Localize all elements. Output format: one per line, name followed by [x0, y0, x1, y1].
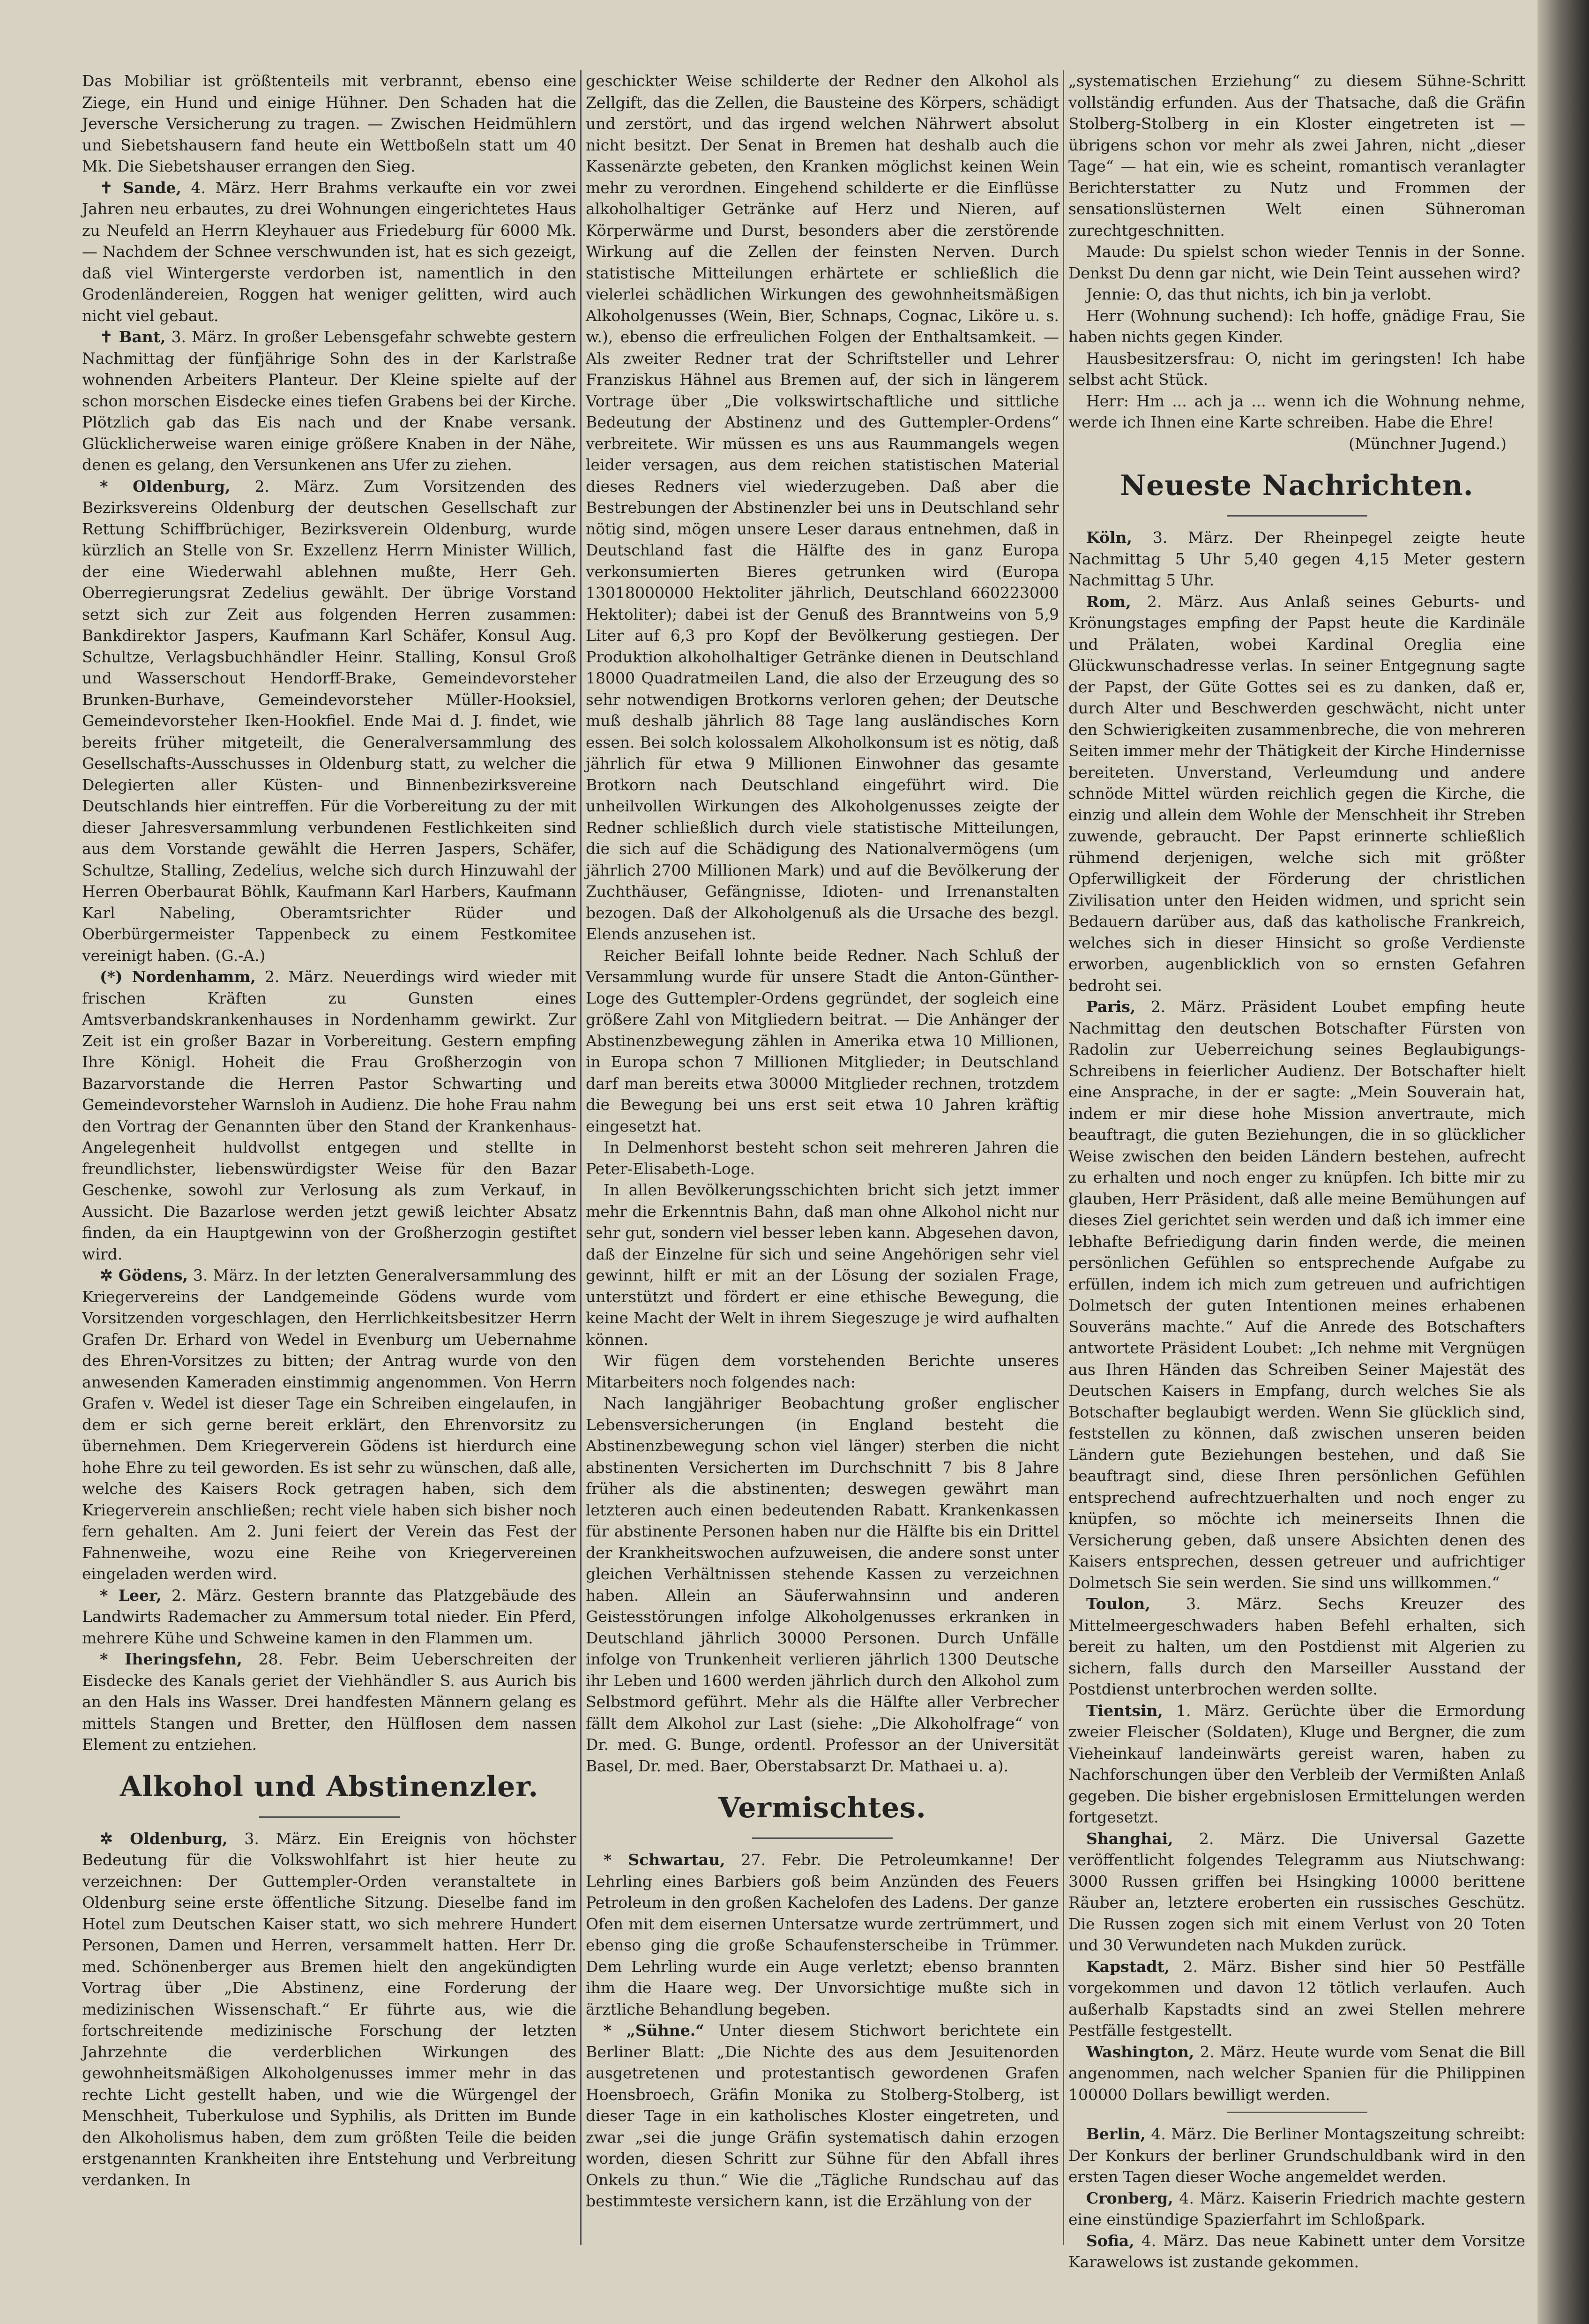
paragraph-text: 2. März. Die Universal Gazette veröffentlicht folgendes Telegramm aus Niutschwang: 3000 Russen griffen bei Hsingking 10000 berittene Räuber an, letztere eroberten ein russisches Geschütz. Die Russen zogen sich mit einem Verlust von 20 Toten und 30 Verwundeten nach Mukden zurück. — [1068, 1829, 1525, 1954]
section-heading: Alkohol und Abstinenzler. — [119, 1770, 539, 1803]
heading-rule — [1227, 515, 1367, 517]
dateline-place: * Schwartau, — [604, 1851, 725, 1869]
page-binding-edge — [1537, 0, 1589, 2324]
dateline-place: Tientsin, — [1086, 1701, 1163, 1720]
paragraph-text: 2. März. Aus Anlaß seines Geburts- und Krönungstages empfing der Papst heute die Kardinäle und Prälaten, wobei Kardinal Oreglia eine Glückwunschadresse verlas. In seiner Entgegnung sagte der Papst, der Güte Gottes sei es zu danken, daß er, durch Alter und Beschwerden geschwächt, nicht unter den Schwierigkeiten zusammenbreche, die von mehreren Seiten immer mehr der Thätigkeit der Kirche Hindernisse bereiteten. Unverstand, Verleumdung und andere schnöde Mittel würden reichlich gegen die Kirche, die einzig und allein dem Wohle der Menschheit ihr Streben zuwende, gebraucht. Der Papst erinnerte schließlich rühmend derjenigen, welche sich mit größter Opferwilligkeit der Förderung der christlichen Zivilisation unter den Heiden widmen, und spricht sein Bedauern darüber aus, daß das katholische Frankreich, welches sich in dieser Hinsicht so große Verdienste erworben, augenblicklich von so ernsten Gefahren bedroht sei. — [1068, 592, 1525, 995]
paragraph-text: 4. März. Kaiserin Friedrich machte gestern eine einstündige Spazierfahrt im Schloßpark. — [1068, 2189, 1525, 2228]
column-2 — [586, 70, 1059, 2236]
article-paragraph — [586, 1393, 1059, 1777]
paragraph-text: Herr (Wohnung suchend): Ich hoffe, gnädige Frau, Sie haben nichts gegen Kinder. — [1068, 306, 1525, 346]
article-paragraph — [1068, 591, 1525, 997]
paragraph-text: In allen Bevölkerungsschichten bricht sich jetzt immer mehr die Erkenntnis Bahn, daß man ohne Alkohol nicht nur sehr gut, sondern viel besser leben kann. Abgesehen davon, daß der Einzelne für sich und seine Angehörigen sehr viel gewinnt, hilft er mit an der Lösung der sozialen Frage, unterstützt und fördert er eine ethische Bewegung, die keine Macht der Welt in ihrem Siegeszuge je wird aufhalten können. — [586, 1181, 1059, 1349]
article-paragraph — [586, 1350, 1059, 1393]
dateline-place: * Leer, — [100, 1586, 162, 1604]
article-paragraph — [586, 1849, 1059, 2020]
paragraph-text: 2. März. Präsident Loubet empfing heute Nachmittag den deutschen Botschafter Fürsten von Radolin zur Ueberreichung seines Beglaubigungs-Schreibens in feierlicher Audienz. Der Botschafter hielt eine Ansprache, in der er sagte: „Mein Souverain hat, indem er mir diese hohe Mission anvertraute, mich beauftragt, die guten Beziehungen, die in so glücklicher Weise zwischen den beiden Ländern bestehen, aufrecht zu erhalten und noch enger zu knüpfen. Ich bitte mir zu glauben, Herr Präsident, daß alle meine Bemühungen auf dieses Ziel gerichtet sein werden und daß ich immer eine lebhafte Befriedigung darin finden werde, die meinen persönlichen Gefühlen so entsprechende Aufgabe zu erfüllen, indem ich mich zum getreuen und aufrichtigen Dolmetsch der guten Intentionen meines erhabenen Souveräns machte.“ Auf die Anrede des Botschafters antwortete Präsident Loubet: „Ich nehme mit Vergnügen aus Ihren Händen das Schreiben Seiner Majestät des Deutschen Kaisers in Empfang, durch welches Sie als Botschafter beglaubigt werden. Wenn Sie glücklich sind, feststellen zu können, daß zwischen unseren beiden Ländern gute Beziehungen bestehen, und daß Sie beauftragt sind, diese Ihren persönlichen Gefühlen entsprechend aufrechtzuerhalten und noch enger zu knüpfen, so möchte ich meinerseits Ihnen die Versicherung geben, daß unsere Absichten denen des Kaisers entsprechen, dessen getreuer und aufrichtiger Dolmetsch Sie sein werden. Sie sind uns willkommen.“ — [1068, 997, 1525, 1592]
paragraph-text: 2. März. Bisher sind hier 50 Pestfälle vorgekommen und davon 12 tötlich verlaufen. Auch außerhalb Kapstadts sind an zwei Stellen mehrere Pestfälle festgestellt. — [1068, 1957, 1525, 2039]
column-3 — [1068, 70, 1525, 2271]
article-paragraph — [82, 326, 576, 476]
paragraph-text: Unter diesem Stichwort berichtete ein Berliner Blatt: „Die Nichte des aus dem Jesuitenorden ausgetretenen und protestantisch gewordenen Grafen Hoensbroech, Gräfin Monika zu Stolberg-Stolberg, ist dieser Tage in ein katholisches Kloster eingetreten, und zwar „sei die junge Gräfin systematisch dahin erzogen worden, diesen Schritt zur Sühne für den Abfall ihres Onkels zu thun.“ Wie die „Tägliche Rundschau auf das bestimmteste versichern kann, ist die Erzählung von der — [586, 2021, 1059, 2210]
paragraph-text: In Delmenhorst besteht schon seit mehreren Jahren die Peter-Elisabeth-Loge. — [586, 1138, 1059, 1178]
article-paragraph — [1068, 2041, 1525, 2106]
dateline-place: Sofia, — [1086, 2231, 1134, 2250]
dateline-place: Toulon, — [1086, 1595, 1150, 1613]
heading-rule — [752, 1837, 893, 1839]
paragraph-text: 3. März. Der Rheinpegel zeigte heute Nachmittag 5 Uhr 5,40 gegen 4,15 Meter gestern Nachmittag 5 Uhr. — [1068, 528, 1525, 589]
article-paragraph — [82, 1649, 576, 1755]
paragraph-text: 2. März. Gestern brannte das Platzgebäude des Landwirts Rademacher zu Ammersum total nieder. Ein Pferd, mehrere Kühe und Schweine kamen in den Flammen um. — [82, 1586, 576, 1647]
article-paragraph — [1068, 2123, 1525, 2188]
separator-rule — [1227, 2112, 1367, 2113]
source-attribution: (Münchner Jugend.) — [1349, 434, 1507, 453]
article-paragraph — [82, 1265, 576, 1585]
dateline-place: Paris, — [1086, 997, 1136, 1016]
article-paragraph — [82, 177, 576, 327]
dateline-place: * Iheringsfehn, — [100, 1650, 242, 1668]
paragraph-text: Wir fügen dem vorstehenden Berichte unseres Mitarbeiters noch folgendes nach: — [586, 1351, 1059, 1391]
article-paragraph — [82, 966, 576, 1265]
paragraph-text: 2. März. Neuerdings wird wieder mit frischen Kräften zu Gunsten eines Amtsverbandskrankenhauses in Nordenhamm gewirkt. Zur Zeit ist ein großer Bazar in Vorbereitung. Gestern empfing Ihre Königl. Hoheit die Frau Großherzogin von Bazarvorstande die Herren Pastor Schwarting und Gemeindevorsteher Warnsloh in Audienz. Die hohe Frau nahm den Vortrag der Genannten über den Stand der Krankenhaus-Angelegenheit huldvollst entgegen und stellte in freundlichster, liebenswürdigster Weise für den Bazar Geschenke, sowohl zur Verlosung als zum Verkauf, in Aussicht. Die Bazarlose werden jetzt gewiß leichter Absatz finden, da ein Hauptgewinn von der Großherzogin gestiftet wird. — [82, 967, 577, 1263]
paragraph-text: Reicher Beifall lohnte beide Redner. Nach Schluß der Versammlung wurde für unsere Stadt die Anton-Günther-Loge des Guttempler-Ordens gegründet, der sogleich eine größere Zahl von Mitgliedern beitrat. — Die Anhänger der Abstinenzbewegung zählen in Amerika etwa 10 Millionen, in Europa schon 7 Millionen Mitglieder; in Deutschland darf man bereits etwa 30000 Mitglieder rechnen, trotzdem die Bewegung bei uns erst seit etwa 10 Jahren kräftig eingesetzt hat. — [586, 946, 1059, 1135]
paragraph-text: 2. März. Zum Vorsitzenden des Bezirksvereins Oldenburg der deutschen Gesellschaft zur Rettung Schiffbrüchiger, Bezirksverein Oldenburg, wurde kürzlich an Stelle von Sr. Exzellenz Herrn Minister Willich, der eine Wiederwahl ablehnen mußte, Herr Geh. Oberregierungsrat Zedelius gewählt. Der übrige Vorstand setzt sich zur Zeit aus folgenden Herren zusammen: Bankdirektor Jaspers, Kaufmann Karl Schäfer, Konsul Aug. Schultze, Verlagsbuchhändler Heinr. Stalling, Konsul Groß und Wasserschout Hendorff-Brake, Gemeindevorsteher Brunken-Burhave, Gemeindevorsteher Müller-Hooksiel, Gemeindevorsteher Iken-Hookfiel. Ende Mai d. J. findet, wie bereits früher mitgeteilt, die Generalversammlung des Gesellschafts-Ausschusses in Oldenburg statt, zu welcher die Delegierten aller Küsten- und Binnenbezirksvereine Deutschlands hier eintreffen. Für die Vorbereitung zu der mit dieser Jahresversammlung verbundenen Festlichkeiten sind aus dem Vorstande gewählt die Herren Jaspers, Schäfer, Schultze, Stalling, Zedelius, welche sich durch Hinzuwahl der Herren Oberbaurat Böhlk, Kaufmann Karl Harbers, Kaufmann Karl Nabeling, Oberamtsrichter Rüder und Oberbürgermeister Tappenbeck zu einem Festkomitee vereinigt haben. (G.-A.) — [82, 477, 576, 965]
column-1 — [82, 70, 576, 2236]
article-paragraph — [586, 1137, 1059, 1179]
article-paragraph — [1068, 390, 1525, 433]
article-paragraph — [1068, 2188, 1525, 2230]
paragraph-text: geschickter Weise schilderte der Redner den Alkohol als Zellgift, das die Zellen, die Bausteine des Körpers, schädigt und zerstört, und das irgend welchen Nährwert absolut nicht besitzt. Der Senat in Bremen hat deshalb auch die Kassenärzte gebeten, den Kranken möglichst keinen Wein mehr zu verordnen. Eingehend schilderte er die Einflüsse alkoholhaltiger Getränke auf Herz und Nieren, auf Körperwärme und Durst, besonders aber die zerstörende Wirkung auf die Zellen der feinsten Nerven. Durch statistische Mitteilungen erhärtete er schließlich die vielerlei schädlichen Wirkungen des gewohnheitsmäßigen Alkoholgenusses (Wein, Bier, Schnaps, Cognac, Liköre u. s. w.), ebenso die erfreulichen Folgen der Enthaltsamkeit. — Als zweiter Redner trat der Schriftsteller und Lehrer Franziskus Hähnel aus Bremen auf, der sich in längerem Vortrage über „Die volkswirtschaftliche und sittliche Bedeutung der Abstinenz und des Guttempler-Ordens“ verbreitete. Wir müssen es uns aus Raummangels wegen leider versagen, aus dem reichen statistischen Material dieses Redners viel wiederzugeben. Daß aber die Bestrebungen der Abstinenzler bei uns in Deutschland sehr nötig sind, mögen unsere Leser daraus entnehmen, daß in Deutschland fast die Hälfte des in ganz Europa verkonsumierten Bieres getrunken wird (Europa 13018000000 Hektoliter jährlich, Deutschland 660223000 Hektoliter); dabei ist der Genuß des Branntweins von 5,9 Liter auf 6,3 pro Kopf der Bevölkerung gestiegen. Der Produktion alkoholhaltiger Getränke dienen in Deutschland 18000 Quadratmeilen Land, die also der Erzeugung des so sehr notwendigen Brotkorns verloren gehen; der Deutsche muß deshalb jährlich 88 Tage lang ausländisches Korn essen. Bei solch kolossalem Alkoholkonsum ist es nötig, daß jährlich für etwa 9 Millionen Einwohner das gesamte Brotkorn nach Deutschland eingeführt wird. Die unheilvollen Wirkungen des Alkoholgenusses zeigte der Redner schließlich durch viele statistische Mitteilungen, die sich auf die Schädigung des Nationalvermögens (um jährlich 2700 Millionen Mark) und auf die Bevölkerung der Zuchthäuser, Gefängnisse, Idioten- und Irrenanstalten bezogen. Daß der Alkoholgenuß als die Ursache des bezgl. Elends anzusehen ist. — [586, 72, 1059, 943]
paragraph-text: Das Mobiliar ist größtenteils mit verbrannt, ebenso eine Ziege, ein Hund und einige Hühner. Den Schaden hat die Jeversche Versicherung zu tragen. — Zwischen Heidmühlern und Siebetshausern fand heute ein Wettboßeln statt um 40 Mk. Die Siebetshauser errangen den Sieg. — [82, 72, 576, 175]
paragraph-text: 4. März. Die Berliner Montagszeitung schreibt: Der Konkurs der berliner Grundschuldbank wird in den ersten Tagen dieser Woche angemeldet werden. — [1068, 2125, 1525, 2186]
article-paragraph — [1068, 527, 1525, 591]
article-paragraph — [1068, 996, 1525, 1593]
heading-rule — [259, 1816, 400, 1818]
dateline-place: Kapstadt, — [1086, 1957, 1170, 1976]
article-paragraph — [1068, 1593, 1525, 1700]
article-paragraph — [82, 476, 576, 967]
paragraph-text: 2. März. Heute wurde vom Senat die Bill angenommen, nach welcher Spanien für die Philippinen 100000 Dollars bewilligt werden. — [1068, 2042, 1525, 2104]
paragraph-text: Nach langjähriger Beobachtung großer englischer Lebensversicherungen (in England besteht die Abstinenzbewegung schon viel länger) sterben die nicht abstinenten Versicherten im Durchschnitt 7 bis 8 Jahre früher als die abstinenten; deswegen gewährt man letzteren auch einen bedeutenden Rabatt. Krankenkassen für abstinente Personen haben nur die Hälfte bis ein Drittel der Krankheitswochen aufzuweisen, die andere sonst unter gleichen Verhältnissen stehende Kassen zu verzeichnen haben. Allein an Säuferwahnsinn und anderen Geistesstörungen infolge Alkoholgenusses erkranken in Deutschland jährlich 30000 Personen. Durch Unfälle infolge von Trunkenheit verlieren jährlich 1300 Deutsche ihr Leben und 1600 werden jährlich durch den Alkohol zum Selbstmord geführt. Mehr als die Hälfte aller Verbrecher fällt dem Alkohol zur Last (siehe: „Die Alkoholfrage“ von Dr. med. G. Bunge, ordentl. Professor an der Universität Basel, Dr. med. Baer, Oberstabsarzt Dr. Mathaei u. a). — [586, 1394, 1059, 1775]
section-heading: Neueste Nachrichten. — [1120, 469, 1474, 502]
paragraph-text: Hausbesitzersfrau: O, nicht im geringsten! Ich habe selbst acht Stück. — [1068, 349, 1525, 389]
paragraph-text: Jennie: O, das thut nichts, ich bin ja verlobt. — [1086, 285, 1432, 303]
article-paragraph — [586, 2020, 1059, 2212]
article-paragraph — [1068, 1956, 1525, 2041]
dateline-place: Berlin, — [1086, 2125, 1146, 2143]
article-paragraph — [82, 70, 576, 177]
article-paragraph — [1068, 241, 1525, 284]
paragraph-text: 4. März. Herr Brahms verkaufte ein vor zwei Jahren neu erbautes, zu drei Wohnungen eingerichtetes Haus zu Neufeld an Herrn Kleyhauer aus Friedeburg für 6000 Mk. — Nachdem der Schnee verschwunden ist, hat es sich gezeigt, daß viel Wintergerste verdorben ist, namentlich in den Grodenländereien, Roggen hat weniger gelitten, wird auch nicht viel gebaut. — [82, 178, 577, 325]
dateline-place: Shanghai, — [1086, 1829, 1173, 1848]
paragraph-text: 3. März. In der letzten Generalversammlung des Kriegervereins der Landgemeinde Gödens wurde vom Vorsitzenden vorgeschlagen, den Herrlichkeitsbesitzer Herrn Grafen Dr. Erhard von Wedel in Evenburg um Uebernahme des Ehren-Vorsitzes zu bitten; der Antrag wurde von den anwesenden Kameraden einstimmig angenommen. Von Herrn Grafen v. Wedel ist dieser Tage ein Schreiben eingelaufen, in dem er sich gerne bereit erklärt, den Ehrenvorsitz zu übernehmen. Dem Kriegerverein Gödens ist hierdurch eine hohe Ehre zu teil geworden. Es ist sehr zu wünschen, daß alle, welche des Kaisers Rock getragen haben, sich dem Kriegerverein anschließen; recht viele haben sich bisher noch fern gehalten. Am 2. Juni feiert der Verein das Fest der Fahnenweihe, wozu eine Reihe von Kriegervereinen eingeladen werden wird. — [82, 1266, 576, 1583]
article-paragraph — [1068, 284, 1525, 305]
article-paragraph — [1068, 305, 1525, 348]
section-heading: Vermischtes. — [718, 1792, 926, 1824]
paragraph-text: 1. März. Gerüchte über die Ermordung zweier Fleischer (Soldaten), Kluge und Bergner, die zum Vieheinkauf landeinwärts gereist waren, haben zu Nachforschungen über den Verbleib der Vermißten Anlaß gegeben. Die bisher ergebnislosen Ermittelungen werden fortgesetzt. — [1068, 1701, 1525, 1826]
dateline-place: Köln, — [1086, 528, 1132, 547]
dateline-place: Washington, — [1086, 2042, 1194, 2061]
article-paragraph — [82, 1828, 576, 2191]
dateline-place: ✲ Gödens, — [100, 1266, 188, 1284]
dateline-place: Rom, — [1086, 592, 1131, 611]
paragraph-text: „systematischen Erziehung“ zu diesem Sühne-Schritt vollständig erfunden. Aus der Thatsache, daß die Gräfin Stolberg-Stolberg in ein Kloster eingetreten ist — übrigens schon vor mehr als zwei Jahren, nicht „dieser Tage“ — hat ein, wie es scheint, romantisch veranlagter Berichterstatter zu Nutz und Frommen der sensationslüsternen Welt einen Sühneroman zurechtgeschnitten. — [1068, 72, 1525, 240]
article-paragraph — [1068, 70, 1525, 241]
paragraph-text: 3. März. Ein Ereignis von höchster Bedeutung für die Volkswohlfahrt ist hier heute zu verzeichnen: Der Guttempler-Orden veranstaltete in Oldenburg seine erste öffentliche Sitzung. Dieselbe fand im Hotel zum Deutschen Kaiser statt, wo sich mehrere Hundert Personen, Damen und Herren, versammelt hatten. Herr Dr. med. Schönenberger aus Bremen hielt den angekündigten Vortrag über „Die Abstinenz, eine Forderung der medizinischen Wissenschaft.“ Er führte aus, wie die fortschreitende medizinische Forschung der letzten Jahrzehnte die verderblichen Wirkungen des gewohnheitsmäßigen Alkoholgenusses immer mehr in das rechte Licht gestellt haben, und wie die Würgengel der Menschheit, Tuberkulose und Syphilis, als Dritten im Bunde den Alkoholismus haben, dem zum größten Teile die beiden erstgenannten Krankheiten ihre Entstehung und Verbreitung verdanken. In — [82, 1829, 577, 2189]
article-paragraph — [586, 1179, 1059, 1350]
paragraph-text: Herr: Hm ... ach ja ... wenn ich die Wohnung nehme, werde ich Ihnen eine Karte schreiben. Habe die Ehre! — [1068, 391, 1525, 431]
dateline-place: (*) Nordenhamm, — [100, 967, 256, 986]
article-paragraph — [82, 1585, 576, 1649]
paragraph-text: 27. Febr. Die Petroleumkanne! Der Lehrling eines Barbiers goß beim Anzünden des Feuers Petroleum in den großen Kachelofen des Ladens. Der ganze Ofen mit dem eisernen Untersatze wurde zertrümmert, und ebenso ging die große Schaufensterscheibe in Trümmer. Dem Lehrling wurde ein Auge verletzt; ebenso brannten ihm die Haare weg. Der Unvorsichtige mußte sich in ärztliche Behandlung begeben. — [586, 1851, 1059, 2018]
paragraph-text: Maude: Du spielst schon wieder Tennis in der Sonne. Denkst Du denn gar nicht, wie Dein Teint aussehen wird? — [1068, 242, 1525, 282]
article-paragraph — [1068, 2230, 1525, 2273]
column-rule — [1063, 70, 1064, 2245]
dateline-place: ✲ Oldenburg, — [100, 1829, 228, 1848]
article-paragraph — [586, 70, 1059, 945]
article-paragraph — [586, 945, 1059, 1137]
dateline-place: ✝ Bant, — [100, 328, 166, 346]
paragraph-text: 4. März. Das neue Kabinett unter dem Vorsitze Karawelows ist zustande gekommen. — [1068, 2231, 1525, 2271]
dateline-place: * Oldenburg, — [100, 477, 231, 495]
dateline-place: * „Sühne.“ — [604, 2021, 705, 2039]
dateline-place: Cronberg, — [1086, 2189, 1173, 2207]
paragraph-text: 3. März. In großer Lebensgefahr schwebte gestern Nachmittag der fünfjährige Sohn des in der Karlstraße wohnenden Arbeiters Planteur. Der Kleine spielte auf der schon morschen Eisdecke eines tiefen Grabens bei der Kirche. Plötzlich gab das Eis nach und der Knabe versank. Glücklicherweise waren einige größere Knaben in der Nähe, denen es gelang, den Versunkenen ans Ufer zu ziehen. — [82, 328, 577, 474]
article-paragraph — [1068, 1828, 1525, 1956]
paragraph-text: 3. März. Sechs Kreuzer des Mittelmeergeschwaders haben Befehl erhalten, sich bereit zu halten, um den Postdienst mit Algerien zu sichern, falls durch den Marseiller Ausstand der Postdienst unterbrochen werden sollte. — [1068, 1595, 1525, 1698]
paragraph-text: 28. Febr. Beim Ueberschreiten der Eisdecke des Kanals geriet der Viehhändler S. aus Aurich bis an den Hals ins Wasser. Drei handfesten Männern gelang es mittels Stangen und Bretter, den Hülflosen dem nassen Element zu entziehen. — [82, 1650, 576, 1754]
column-rule — [580, 70, 582, 2245]
dateline-place: ✝ Sande, — [100, 178, 181, 197]
article-paragraph — [1068, 348, 1525, 390]
article-paragraph — [1068, 1700, 1525, 1828]
